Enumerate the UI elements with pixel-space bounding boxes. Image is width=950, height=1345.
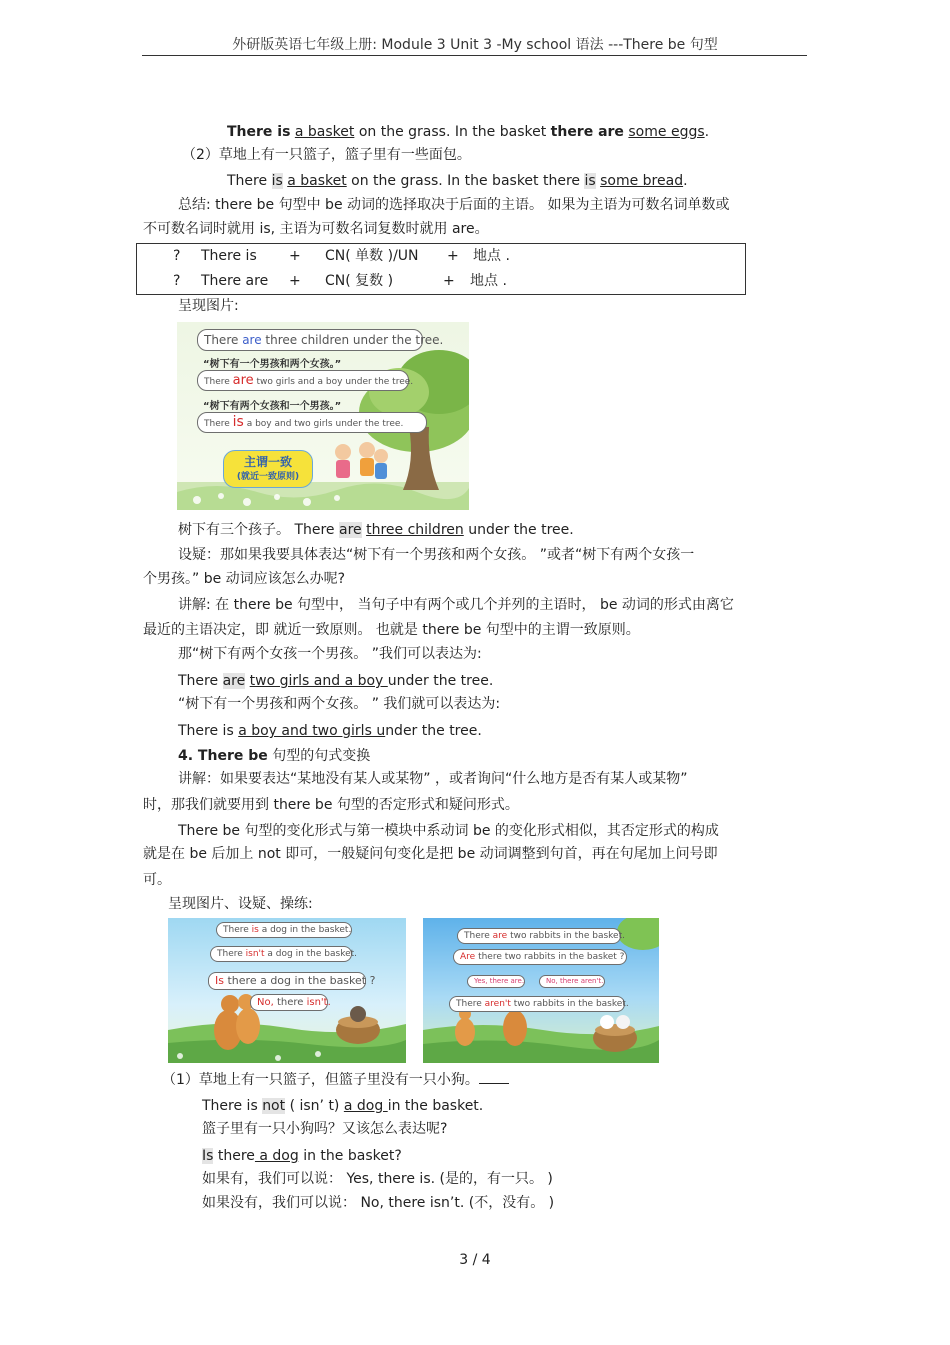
text-some-eggs: some eggs [628,124,705,140]
body-line-15: 可。 [143,872,171,888]
body-line-8: “树下有一个男孩和两个女孩。 ” 我们就可以表达为: [178,696,501,712]
text-segment: There is [178,723,239,739]
body-line-2: 设疑：那如果我要具体表达“树下有一个男孩和两个女孩。 ”或者“树下有两个女孩一 [178,547,695,563]
text-segment: three children under the tree. [261,333,444,347]
practice-answer-1 [202,1097,483,1115]
formula-noun-plural: CN( 复数 ) [325,273,394,289]
text-segment: on the grass. In the basket [354,124,551,140]
sentence-bubble-1 [197,329,444,351]
text-a-boy-and-two-girls: a boy and two girls u [238,723,386,739]
practice-answer-yes: 如果有，我们可以说： Yes, there is. (是的，有一只。 ) [202,1171,553,1187]
summary-line-2: 不可数名词时就用 is, 主语为可数名词复数时就用 are。 [143,221,489,237]
text-segment: There [204,419,233,429]
body-line-1 [178,521,574,539]
text-segment: There [227,173,272,189]
sentence-bubble-3 [197,412,427,433]
text-segment: There is [202,1098,263,1114]
answer-blank [479,1069,509,1084]
section-heading-4 [178,747,370,765]
dog-sentence-1 [216,922,352,938]
text-segment: There [223,925,252,935]
cn-caption-1: “树下有一个男孩和两个女孩。” [203,359,342,370]
text-segment: there [273,997,307,1008]
rabbit-sentence-1 [457,928,625,944]
text-segment: There [217,949,246,959]
text-a-basket: a basket [294,124,355,140]
text-three-children: three children [366,522,464,538]
body-line-6: 那“树下有两个女孩一个男孩。 ”我们可以表达为: [178,646,482,662]
body-line-11: 讲解：如果要表达“某地没有某人或某物” ，或者询问“什么地方是否有某人或某物” [178,771,688,787]
body-line-4: 讲解: 在 there be 句型中， 当句子中有两个或几个并列的主语时， be 动词的形式由离它 [178,597,734,613]
dog-sentence-3 [208,972,376,990]
page-header: 外研版英语七年级上册: Module 3 Unit 3 -My school 语法 ---There be 句型 [232,37,718,53]
practice-question-2: 篮子里有一只小狗吗？又该怎么表达呢? [202,1121,448,1137]
example-prompt-2: （2）草地上有一只篮子，篮子里有一些面包。 [182,147,471,163]
dog-sentence-2 [210,946,358,962]
text-are: Are [460,952,476,962]
body-line-14: 就是在 be 后加上 not 即可，一般疑问句变化是把 be 动词调整到句首，再在句尾加上问号即 [143,846,718,862]
text-is: is [251,925,259,935]
text-segment: under the tree. [387,673,494,689]
text-arent: aren't [484,999,511,1009]
agreement-badge [223,450,313,488]
text-isnt: isn't [245,949,265,959]
heading-number: 4. There be [178,748,268,764]
text-a-dog: a dog [254,1148,299,1164]
formula-noun-singular: CN( 单数 )/UN [325,248,419,264]
text-segment: ( isn’ t) [285,1098,344,1114]
formula-there-are: There are [201,273,269,289]
text-segment: two rabbits in the basket. [510,999,629,1009]
practice-answer-no: 如果没有，我们可以说： No, there isn’t. (不，没有。 ) [202,1195,555,1211]
text-two-girls-and-a-boy: two girls and a boy [249,673,388,689]
text-segment: There [204,333,243,347]
text-period: . [704,124,710,140]
text-a-basket: a basket [287,173,347,189]
rabbit-answer-yes: Yes, there are. [467,975,525,988]
text-segment: （1）草地上有一只篮子，但篮子里没有一只小狗。 [162,1072,479,1088]
formula-there-is: There is [201,248,257,264]
text-segment: nder the tree. [385,723,482,739]
text-segment: in the basket? [298,1148,402,1164]
text-segment: there a dog in the basket ? [223,974,376,987]
rabbit-sentence-2 [453,949,627,965]
text-is-highlight: is [271,173,283,189]
practice-answer-2 [202,1147,402,1165]
text-there-is: There is [227,124,291,140]
page-number: 3 / 4 [459,1252,491,1268]
text-isnt: isn't. [306,997,331,1008]
text-there-are: there are [550,124,624,140]
text-are: are [242,333,262,347]
dog-scene-illustration [168,918,406,1063]
formula-plus: + [447,248,459,264]
text-segment: 树下有三个孩子。 There [178,522,339,538]
formula-plus: + [443,273,455,289]
text-are-highlight: are [222,673,246,689]
text-is: is [232,414,244,430]
text-not-highlight: not [262,1098,286,1114]
text-segment: under the tree. [463,522,574,538]
body-line-13: There be 句型的变化形式与第一模块中系动词 be 的变化形式相似，其否定形式的构成 [178,823,719,839]
text-segment: in the basket. [387,1098,484,1114]
formula-marker: ? [173,273,181,289]
sentence-bubble-2 [197,370,414,391]
text-are: are [492,931,508,941]
body-line-5: 最近的主语决定，即 就近一致原则。 也就是 there be 句型中的主谓一致原则。 [143,622,640,638]
example-line-2 [227,172,688,190]
formula-plus: + [289,248,301,264]
image-tree-children [177,322,469,510]
text-are-highlight: are [339,522,362,538]
cn-caption-2: “树下有两个女孩和一个男孩。” [203,401,342,412]
practice-question-1 [162,1069,509,1089]
present-label-1: 呈现图片: [178,298,239,314]
text-is-highlight: is [584,173,596,189]
text-period: . [683,173,688,189]
formula-place: 地点 . [470,273,507,289]
header-rule [142,55,807,56]
text-segment: There [464,931,493,941]
summary-line-1: 总结: there be 句型中 be 动词的选择取决于后面的主语。 如果为主语为可数名词单数或 [178,197,730,213]
formula-marker: ? [173,248,181,264]
body-line-3: 个男孩。” be 动词应该怎么办呢? [143,571,346,587]
present-label-2: 呈现图片、设疑、操练: [168,896,313,912]
text-no: No, [257,997,274,1008]
text-segment: a dog in the basket. [264,949,358,959]
text-a-dog: a dog [343,1098,388,1114]
text-segment: There [456,999,485,1009]
text-segment: There [204,377,233,387]
formula-box [136,243,746,295]
text-segment: there [213,1148,255,1164]
rabbit-answer-no: No, there aren't. [539,975,605,988]
dog-answer-no [250,994,331,1011]
formula-place: 地点 . [473,248,510,264]
image-rabbits-basket [423,918,659,1063]
example-line-1 [227,123,709,141]
rabbit-sentence-3 [449,996,629,1012]
badge-subtitle: (就近一致原则) [236,472,300,482]
text-segment: two rabbits in the basket. [507,931,625,941]
text-segment: two girls and a boy under the tree. [253,377,414,387]
badge-title: 主谓一致 [243,455,292,469]
heading-text: 句型的句式变换 [267,748,371,764]
text-segment: there two rabbits in the basket ? [475,952,625,962]
text-segment: a boy and two girls under the tree. [243,419,404,429]
image-dog-basket [168,918,406,1063]
text-segment: a dog in the basket. [258,925,352,935]
text-is-highlight: Is [202,1148,214,1164]
text-some-bread: some bread [600,173,684,189]
text-segment: There [178,673,223,689]
text-segment: on the grass. In the basket there [346,173,585,189]
body-line-7 [178,672,493,690]
text-are: are [232,373,254,388]
formula-plus: + [289,273,301,289]
text-is: Is [215,974,224,987]
body-line-12: 时，那我们就要用到 there be 句型的否定形式和疑问形式。 [143,797,519,813]
body-line-9 [178,722,482,740]
